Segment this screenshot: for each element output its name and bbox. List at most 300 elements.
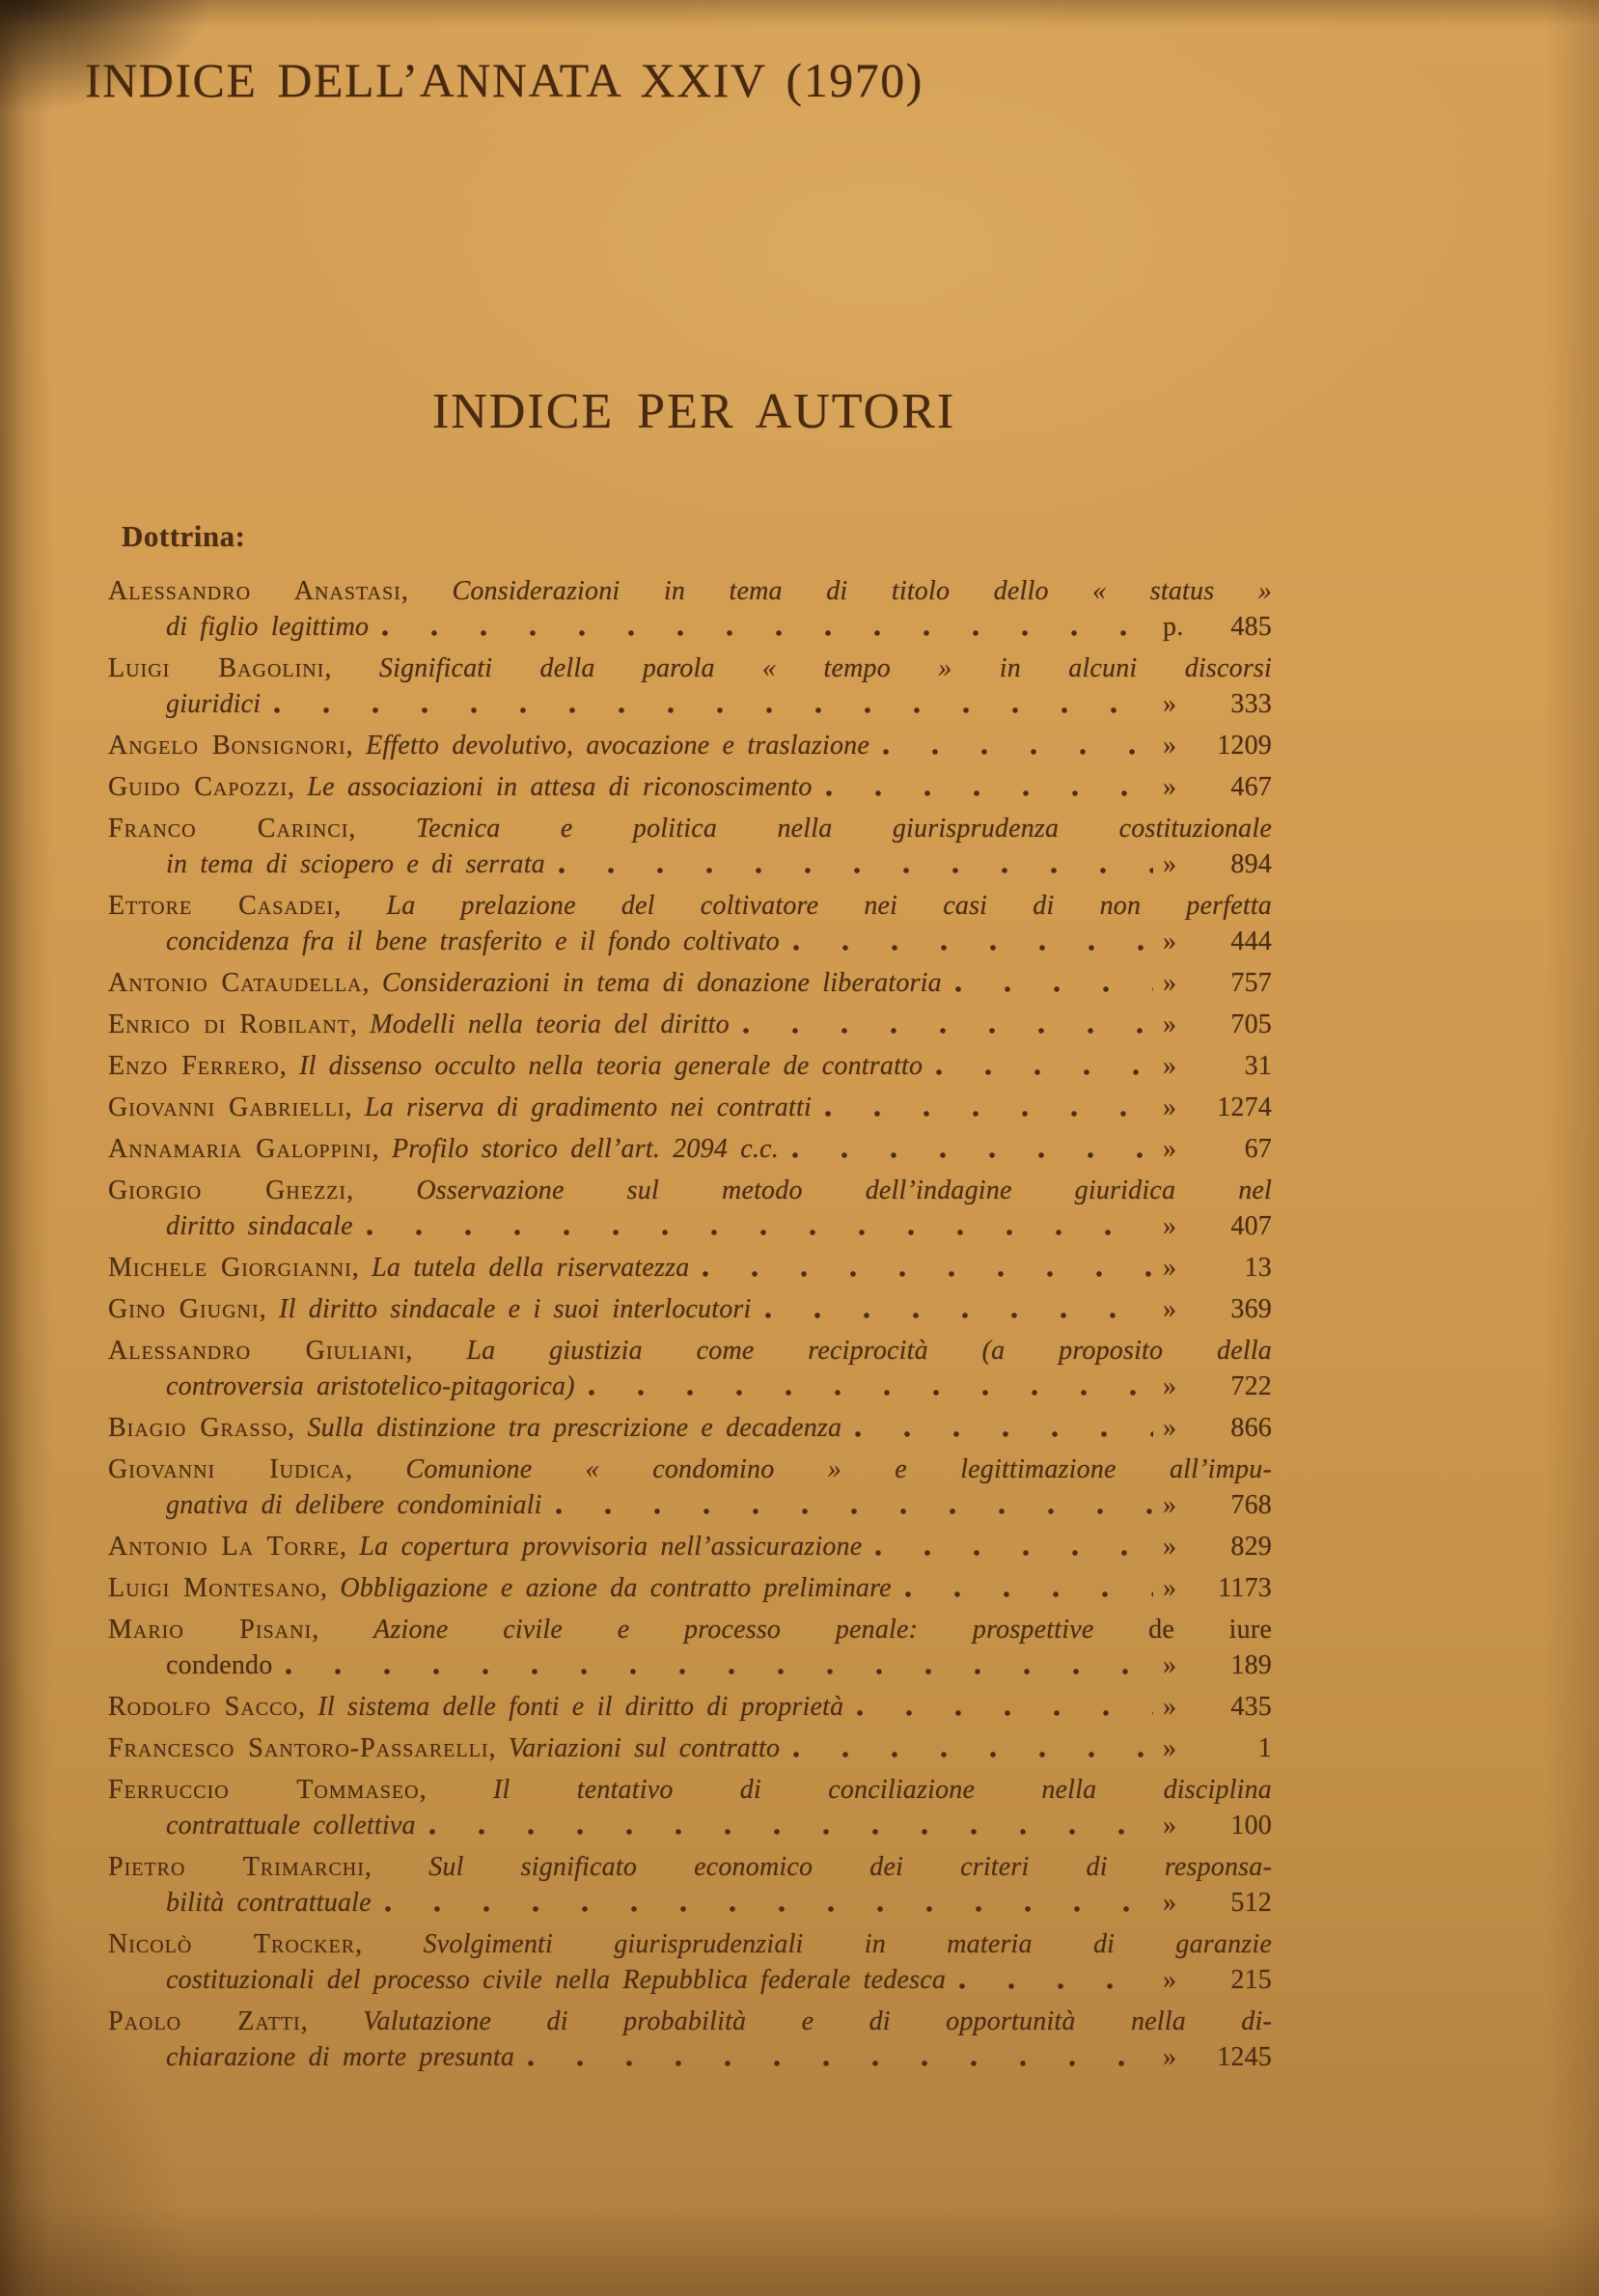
index-entry <box>108 1291 1272 1327</box>
entry-author: Guido Capozzi <box>108 772 288 802</box>
entry-text-part: , <box>362 968 382 998</box>
entry-title-part: La giustizia come reciprocità (a proposito della <box>466 1336 1273 1366</box>
dot-leader <box>875 1529 1153 1564</box>
page-number: 1274 <box>1217 1093 1272 1122</box>
entry-line <box>108 924 1272 959</box>
page-marker: » <box>1163 1294 1177 1324</box>
page-ref <box>1163 686 1272 722</box>
dot-leader <box>857 1689 1153 1725</box>
entry-text-part: , <box>334 891 387 921</box>
entry-line <box>108 888 1272 924</box>
dot-leader <box>589 1369 1153 1404</box>
entry-text-part: de iure <box>1093 1615 1273 1645</box>
entry-title-part: Il sistema delle fonti e il diritto di proprietà <box>317 1692 844 1722</box>
entry-line-text <box>108 1454 1272 1484</box>
entry-title-part: Azione civile e processo penale: prospettive <box>373 1615 1094 1645</box>
entry-text-part: , <box>345 1093 365 1122</box>
entry-line-text <box>108 1570 892 1606</box>
dot-leader <box>559 846 1153 882</box>
entry-author: Antonio Cataudella <box>108 968 363 998</box>
entry-line-text <box>108 1048 923 1084</box>
page-ref <box>1163 728 1272 763</box>
entry-line-text <box>108 686 261 722</box>
entry-line <box>108 1173 1272 1208</box>
entry-author: Pietro Trimarchi <box>108 1852 365 1882</box>
page-number: 894 <box>1230 849 1272 879</box>
entry-line <box>108 1250 1272 1286</box>
entry-title-part: Tecnica e politica nella giurisprudenza costituzionale <box>415 814 1272 844</box>
entry-line <box>108 573 1272 609</box>
index-entry <box>108 1772 1272 1843</box>
dot-leader <box>703 1250 1153 1286</box>
entry-line <box>108 1048 1272 1084</box>
index-entry <box>108 1689 1272 1725</box>
index-entry <box>108 1612 1272 1683</box>
entry-author: Paolo Zatti <box>108 2006 301 2036</box>
dot-leader <box>793 1730 1153 1766</box>
entry-title-part: concidenza fra il bene trasferito e il fondo coltivato <box>166 927 780 956</box>
entry-line <box>108 1849 1272 1885</box>
page-ref <box>1163 1689 1272 1725</box>
page-ref <box>1163 1529 1272 1564</box>
entry-text-part: , <box>319 1573 341 1603</box>
entry-author: Giorgio Ghezzi <box>108 1176 347 1205</box>
entry-line <box>108 1529 1272 1564</box>
entry-title-part: Sul significato economico dei criteri di responsa- <box>428 1852 1272 1882</box>
entry-title-part: Considerazioni in tema di titolo dello « status » <box>452 576 1272 606</box>
index-entry <box>108 965 1272 1001</box>
entry-title-part: Significati della parola « tempo » in alcuni discorsi <box>378 653 1272 683</box>
entry-title-part: Il dissenso occulto nella teoria generale de contratto <box>299 1051 924 1081</box>
entry-line <box>108 1570 1272 1606</box>
entry-title-part: Osservazione sul metodo dell’indagine giuridica nel <box>416 1176 1273 1205</box>
entry-line <box>108 846 1272 882</box>
entry-line-text <box>108 1730 780 1766</box>
index-entry <box>108 1926 1272 1998</box>
index-entry <box>108 1007 1272 1042</box>
dot-leader <box>274 686 1153 722</box>
entry-line-text <box>108 609 369 645</box>
index-entry <box>108 1173 1272 1244</box>
entry-line <box>108 1926 1272 1962</box>
page-number: 31 <box>1244 1051 1272 1081</box>
page-marker: » <box>1163 968 1177 998</box>
entry-line-text <box>108 2006 1272 2036</box>
page-marker: » <box>1163 1733 1177 1763</box>
entries-list <box>108 573 1272 2081</box>
page-marker: » <box>1163 927 1177 956</box>
entry-text-part: , <box>345 1454 406 1484</box>
entry-title-part: diritto sindacale <box>166 1211 353 1241</box>
entry-line <box>108 1612 1272 1647</box>
entry-text-part: , <box>488 1733 509 1763</box>
entry-line <box>108 1647 1272 1683</box>
entry-line <box>108 686 1272 722</box>
entry-text-part: , <box>288 1413 308 1443</box>
entry-author: Luigi Bagolini <box>108 653 325 683</box>
page-marker: » <box>1163 1051 1177 1081</box>
page-number: 369 <box>1230 1294 1272 1324</box>
page-ref <box>1163 965 1272 1001</box>
dot-leader <box>825 1090 1153 1125</box>
entry-title-part: in tema di sciopero e di serrata <box>166 849 545 879</box>
dot-leader <box>792 1131 1153 1167</box>
dot-leader <box>743 1007 1153 1042</box>
entry-author: Mario Pisani <box>108 1615 313 1645</box>
index-entry <box>108 1090 1272 1125</box>
page-ref <box>1163 1962 1272 1998</box>
page-number: 67 <box>1244 1134 1272 1164</box>
page-marker: » <box>1163 731 1177 761</box>
dot-leader <box>556 1487 1153 1523</box>
dot-leader <box>883 728 1153 763</box>
entry-line-text <box>108 769 813 805</box>
page-ref <box>1163 1291 1272 1327</box>
entry-line-text <box>108 1529 862 1564</box>
section-heading: INDICE PER AUTORI <box>432 384 956 439</box>
entry-line-text <box>108 965 942 1001</box>
entry-line <box>108 728 1272 763</box>
entry-text-part: , <box>400 576 453 606</box>
page-number: 13 <box>1244 1253 1272 1283</box>
entry-line-text <box>108 1410 841 1446</box>
entry-line-text <box>108 1852 1272 1882</box>
entry-text-part: , <box>348 814 416 844</box>
page-number: 705 <box>1230 1010 1272 1039</box>
entry-line <box>108 2039 1272 2075</box>
page-ref <box>1163 1410 1272 1446</box>
entry-line-text <box>108 576 1272 606</box>
dot-leader <box>367 1208 1153 1244</box>
dot-leader <box>936 1048 1153 1084</box>
entry-text-part: , <box>279 1051 300 1081</box>
entry-title-part: controversia aristotelico-pitagorica) <box>166 1371 575 1401</box>
entry-text-part: condendo <box>166 1650 273 1680</box>
entry-line-text <box>108 1487 542 1523</box>
entry-author: Franco Carinci <box>108 814 349 844</box>
index-entry <box>108 1849 1272 1921</box>
page-marker: » <box>1163 1888 1177 1918</box>
entry-line-text <box>108 1250 689 1286</box>
page-number: 1 <box>1257 1733 1272 1763</box>
index-entry <box>108 1529 1272 1564</box>
entry-title-part: Obbligazione e azione da contratto preliminare <box>340 1573 892 1603</box>
entry-title-part: Variazioni sul contratto <box>508 1733 781 1763</box>
index-entry <box>108 1730 1272 1766</box>
entry-text-part: , <box>349 1010 371 1039</box>
page-marker: » <box>1163 1965 1177 1995</box>
entry-title-part: chiarazione di morte presunta <box>166 2042 515 2072</box>
entry-line-text <box>108 1090 812 1125</box>
page-number: 1245 <box>1217 2042 1272 2072</box>
page-marker: » <box>1163 2042 1177 2072</box>
entry-line <box>108 965 1272 1001</box>
page-marker: » <box>1163 1211 1177 1241</box>
entry-line <box>108 769 1272 805</box>
entry-line <box>108 1808 1272 1843</box>
entry-line-text <box>108 1775 1272 1805</box>
dot-leader <box>286 1647 1153 1683</box>
entry-title-part: La riserva di gradimento nei contratti <box>364 1093 812 1122</box>
entry-line-text <box>108 1689 843 1725</box>
entry-line <box>108 1885 1272 1921</box>
dot-leader <box>905 1570 1153 1606</box>
page-marker: » <box>1163 1692 1177 1722</box>
page-ref <box>1163 1048 1272 1084</box>
entry-title-part: Svolgimenti giurisprudenziali in materia di garanzie <box>423 1929 1273 1959</box>
entry-title-part: La copertura provvisoria nell’assicurazione <box>359 1532 863 1562</box>
entry-line <box>108 811 1272 846</box>
entry-author: Giovanni Gabrielli <box>108 1093 345 1122</box>
entry-line-text <box>108 1208 353 1244</box>
entry-title-part: di figlio legittimo <box>166 612 370 642</box>
entry-text-part: , <box>324 653 379 683</box>
dot-leader <box>959 1962 1153 1998</box>
index-entry <box>108 1410 1272 1446</box>
entry-line-text <box>108 1007 730 1042</box>
entry-text-part: , <box>351 1253 372 1283</box>
entry-text-part: , <box>405 1336 467 1366</box>
entry-line-text <box>108 1131 779 1167</box>
entry-line-text <box>108 1885 372 1921</box>
page-number: 485 <box>1230 612 1272 642</box>
page-marker: » <box>1163 1253 1177 1283</box>
page-ref <box>1163 609 1272 645</box>
entry-author: Annamaria Galoppini <box>108 1134 372 1164</box>
page-number: 189 <box>1230 1650 1272 1680</box>
entry-line <box>108 1962 1272 1998</box>
entry-line <box>108 1487 1272 1523</box>
entry-line-text <box>108 1647 272 1683</box>
page-number: 215 <box>1230 1965 1272 1995</box>
index-entry <box>108 1570 1272 1606</box>
entry-line-text <box>108 1929 1272 1959</box>
page-marker: » <box>1163 1413 1177 1443</box>
page-number: 1209 <box>1217 731 1272 761</box>
page-ref <box>1163 2039 1272 2075</box>
entry-line-text <box>108 846 545 882</box>
index-entry <box>108 573 1272 645</box>
page-marker: » <box>1163 1650 1177 1680</box>
index-entry <box>108 728 1272 763</box>
page-number: 333 <box>1230 689 1272 719</box>
entry-author: Enrico di Robilant <box>108 1010 350 1039</box>
page-number: 866 <box>1230 1413 1272 1443</box>
page-number: 768 <box>1230 1490 1272 1520</box>
index-entry <box>108 1333 1272 1404</box>
page-ref <box>1163 1487 1272 1523</box>
entry-author: Rodolfo Sacco <box>108 1692 298 1722</box>
entry-text-part: , <box>297 1692 318 1722</box>
page-number: 722 <box>1230 1371 1272 1401</box>
entry-title-part: Effetto devolutivo, avocazione e traslazione <box>366 731 869 761</box>
entry-line <box>108 1689 1272 1725</box>
page-marker: » <box>1163 772 1177 802</box>
entry-line <box>108 650 1272 686</box>
entry-title-part: Modelli nella teoria del diritto <box>370 1010 730 1039</box>
entry-title-part: giuridici <box>166 689 262 719</box>
entry-line <box>108 1208 1272 1244</box>
page-marker: » <box>1163 1573 1177 1603</box>
entry-line-text <box>108 1615 1272 1645</box>
entry-line <box>108 1007 1272 1042</box>
dot-leader <box>793 924 1153 959</box>
entry-title-part: contrattuale collettiva <box>166 1811 416 1840</box>
page-marker: » <box>1163 1134 1177 1164</box>
entry-author: Giovanni Iudica <box>108 1454 345 1484</box>
entry-author: Biagio Grasso <box>108 1413 289 1443</box>
entry-title-part: Considerazioni in tema di donazione liberatoria <box>381 968 942 998</box>
page-marker: » <box>1163 1532 1177 1562</box>
entry-line <box>108 1333 1272 1369</box>
page-marker: » <box>1163 1811 1177 1840</box>
page-marker: » <box>1163 1093 1177 1122</box>
entry-line-text <box>108 924 780 959</box>
dot-leader <box>429 1808 1153 1843</box>
page-ref <box>1163 1131 1272 1167</box>
dot-leader <box>528 2039 1153 2075</box>
entry-title-part: costituzionali del processo civile nella Repubblica federale tedesca <box>166 1965 947 1995</box>
entry-title-part: La prelazione del coltivatore nei casi di non perfetta <box>386 891 1272 921</box>
dot-leader <box>385 1885 1153 1921</box>
entry-line <box>108 1410 1272 1446</box>
entry-line-text <box>108 1336 1272 1366</box>
index-entry <box>108 1048 1272 1084</box>
dot-leader <box>955 965 1153 1001</box>
entry-line-text <box>108 653 1272 683</box>
page-number: 512 <box>1230 1888 1272 1918</box>
entry-title-part: Le associazioni in attesa di riconoscimento <box>307 772 813 802</box>
entry-author: Alessandro Anastasi <box>108 576 401 606</box>
page-ref <box>1163 1250 1272 1286</box>
entry-line <box>108 1452 1272 1487</box>
entry-line-text <box>108 814 1272 844</box>
entry-text-part: , <box>346 1176 417 1205</box>
entry-text-part: , <box>340 1532 360 1562</box>
page-marker: » <box>1163 689 1177 719</box>
page-ref <box>1163 1730 1272 1766</box>
entry-text-part: , <box>419 1775 494 1805</box>
page-marker: » <box>1163 849 1177 879</box>
index-entry <box>108 650 1272 722</box>
index-entry <box>108 1250 1272 1286</box>
entry-title-part: Sulla distinzione tra prescrizione e decadenza <box>307 1413 842 1443</box>
page-ref <box>1163 1808 1272 1843</box>
entry-text-part: , <box>259 1294 280 1324</box>
entry-text-part: , <box>312 1615 374 1645</box>
index-entry <box>108 2004 1272 2075</box>
entry-line-text <box>108 1808 416 1843</box>
page-number: 407 <box>1230 1211 1272 1241</box>
entry-line-text <box>108 1291 752 1327</box>
entry-title-part: Il diritto sindacale e i suoi interlocutori <box>279 1294 752 1324</box>
page-marker: p. <box>1163 612 1184 642</box>
dot-leader <box>826 769 1153 805</box>
page-ref <box>1163 1570 1272 1606</box>
entry-author: Enzo Ferrero <box>108 1051 280 1081</box>
entry-text-part: , <box>364 1852 429 1882</box>
page-number: 467 <box>1230 772 1272 802</box>
page-number: 100 <box>1230 1811 1272 1840</box>
dot-leader <box>855 1410 1153 1446</box>
entry-text-part: , <box>355 1929 424 1959</box>
entry-title-part: bilità contrattuale <box>166 1888 372 1918</box>
page-ref <box>1163 1885 1272 1921</box>
entry-text-part: , <box>372 1134 392 1164</box>
entry-line <box>108 1291 1272 1327</box>
entry-author: Luigi Montesano <box>108 1573 320 1603</box>
entry-author: Antonio La Torre <box>108 1532 340 1562</box>
entry-title-part: Profilo storico dell’art. 2094 c.c. <box>391 1134 779 1164</box>
page-ref <box>1163 1369 1272 1404</box>
entry-line <box>108 1131 1272 1167</box>
page-marker: » <box>1163 1371 1177 1401</box>
entry-line <box>108 2004 1272 2039</box>
page-ref <box>1163 1208 1272 1244</box>
page-number: 435 <box>1230 1692 1272 1722</box>
entry-author: Ferruccio Tommaseo <box>108 1775 420 1805</box>
index-entry <box>108 811 1272 882</box>
entry-text-part: , <box>288 772 308 802</box>
index-entry <box>108 888 1272 959</box>
entry-title-part: gnativa di delibere condominiali <box>166 1490 542 1520</box>
entry-author: Michele Giorgianni <box>108 1253 352 1283</box>
entry-author: Nicolò Trocker <box>108 1929 356 1959</box>
entry-author: Gino Giugni <box>108 1294 260 1324</box>
page-marker: » <box>1163 1490 1177 1520</box>
page-number: 829 <box>1230 1532 1272 1562</box>
entry-text-part: , <box>345 731 367 761</box>
entry-line-text <box>108 1369 575 1404</box>
entry-text-part: , <box>300 2006 364 2036</box>
entry-title-part: Valutazione di probabilità e di opportunità nella di- <box>363 2006 1272 2036</box>
dot-leader <box>765 1291 1153 1327</box>
entry-line-text <box>108 2039 514 2075</box>
index-entry <box>108 1452 1272 1523</box>
entry-author: Ettore Casadei <box>108 891 335 921</box>
index-entry <box>108 1131 1272 1167</box>
entry-author: Angelo Bonsignori <box>108 731 346 761</box>
dot-leader <box>382 609 1153 645</box>
entry-author: Alessandro Giuliani <box>108 1336 406 1366</box>
page-marker: » <box>1163 1010 1177 1039</box>
entry-title-part: Il tentativo di conciliazione nella disciplina <box>493 1775 1273 1805</box>
entry-line <box>108 1772 1272 1808</box>
index-entry <box>108 769 1272 805</box>
page-ref <box>1163 924 1272 959</box>
entry-line <box>108 609 1272 645</box>
page-number: 444 <box>1230 927 1272 956</box>
page-title: INDICE DELL’ANNATA XXIV (1970) <box>85 53 924 107</box>
entry-line-text <box>108 1176 1272 1205</box>
dottrina-label: Dottrina: <box>122 519 246 553</box>
page-number: 1173 <box>1218 1573 1272 1603</box>
page-ref <box>1163 1007 1272 1042</box>
entry-line-text <box>108 1962 946 1998</box>
entry-line-text <box>108 728 869 763</box>
entry-title-part: Comunione « condomino » e legittimazione all’impu- <box>405 1454 1272 1484</box>
entry-line <box>108 1369 1272 1404</box>
entry-line <box>108 1730 1272 1766</box>
entry-title-part: La tutela della riservatezza <box>372 1253 690 1283</box>
page-ref <box>1163 1647 1272 1683</box>
page-ref <box>1163 846 1272 882</box>
page-ref <box>1163 1090 1272 1125</box>
entry-line-text <box>108 891 1272 921</box>
page-ref <box>1163 769 1272 805</box>
page-number: 757 <box>1230 968 1272 998</box>
entry-line <box>108 1090 1272 1125</box>
